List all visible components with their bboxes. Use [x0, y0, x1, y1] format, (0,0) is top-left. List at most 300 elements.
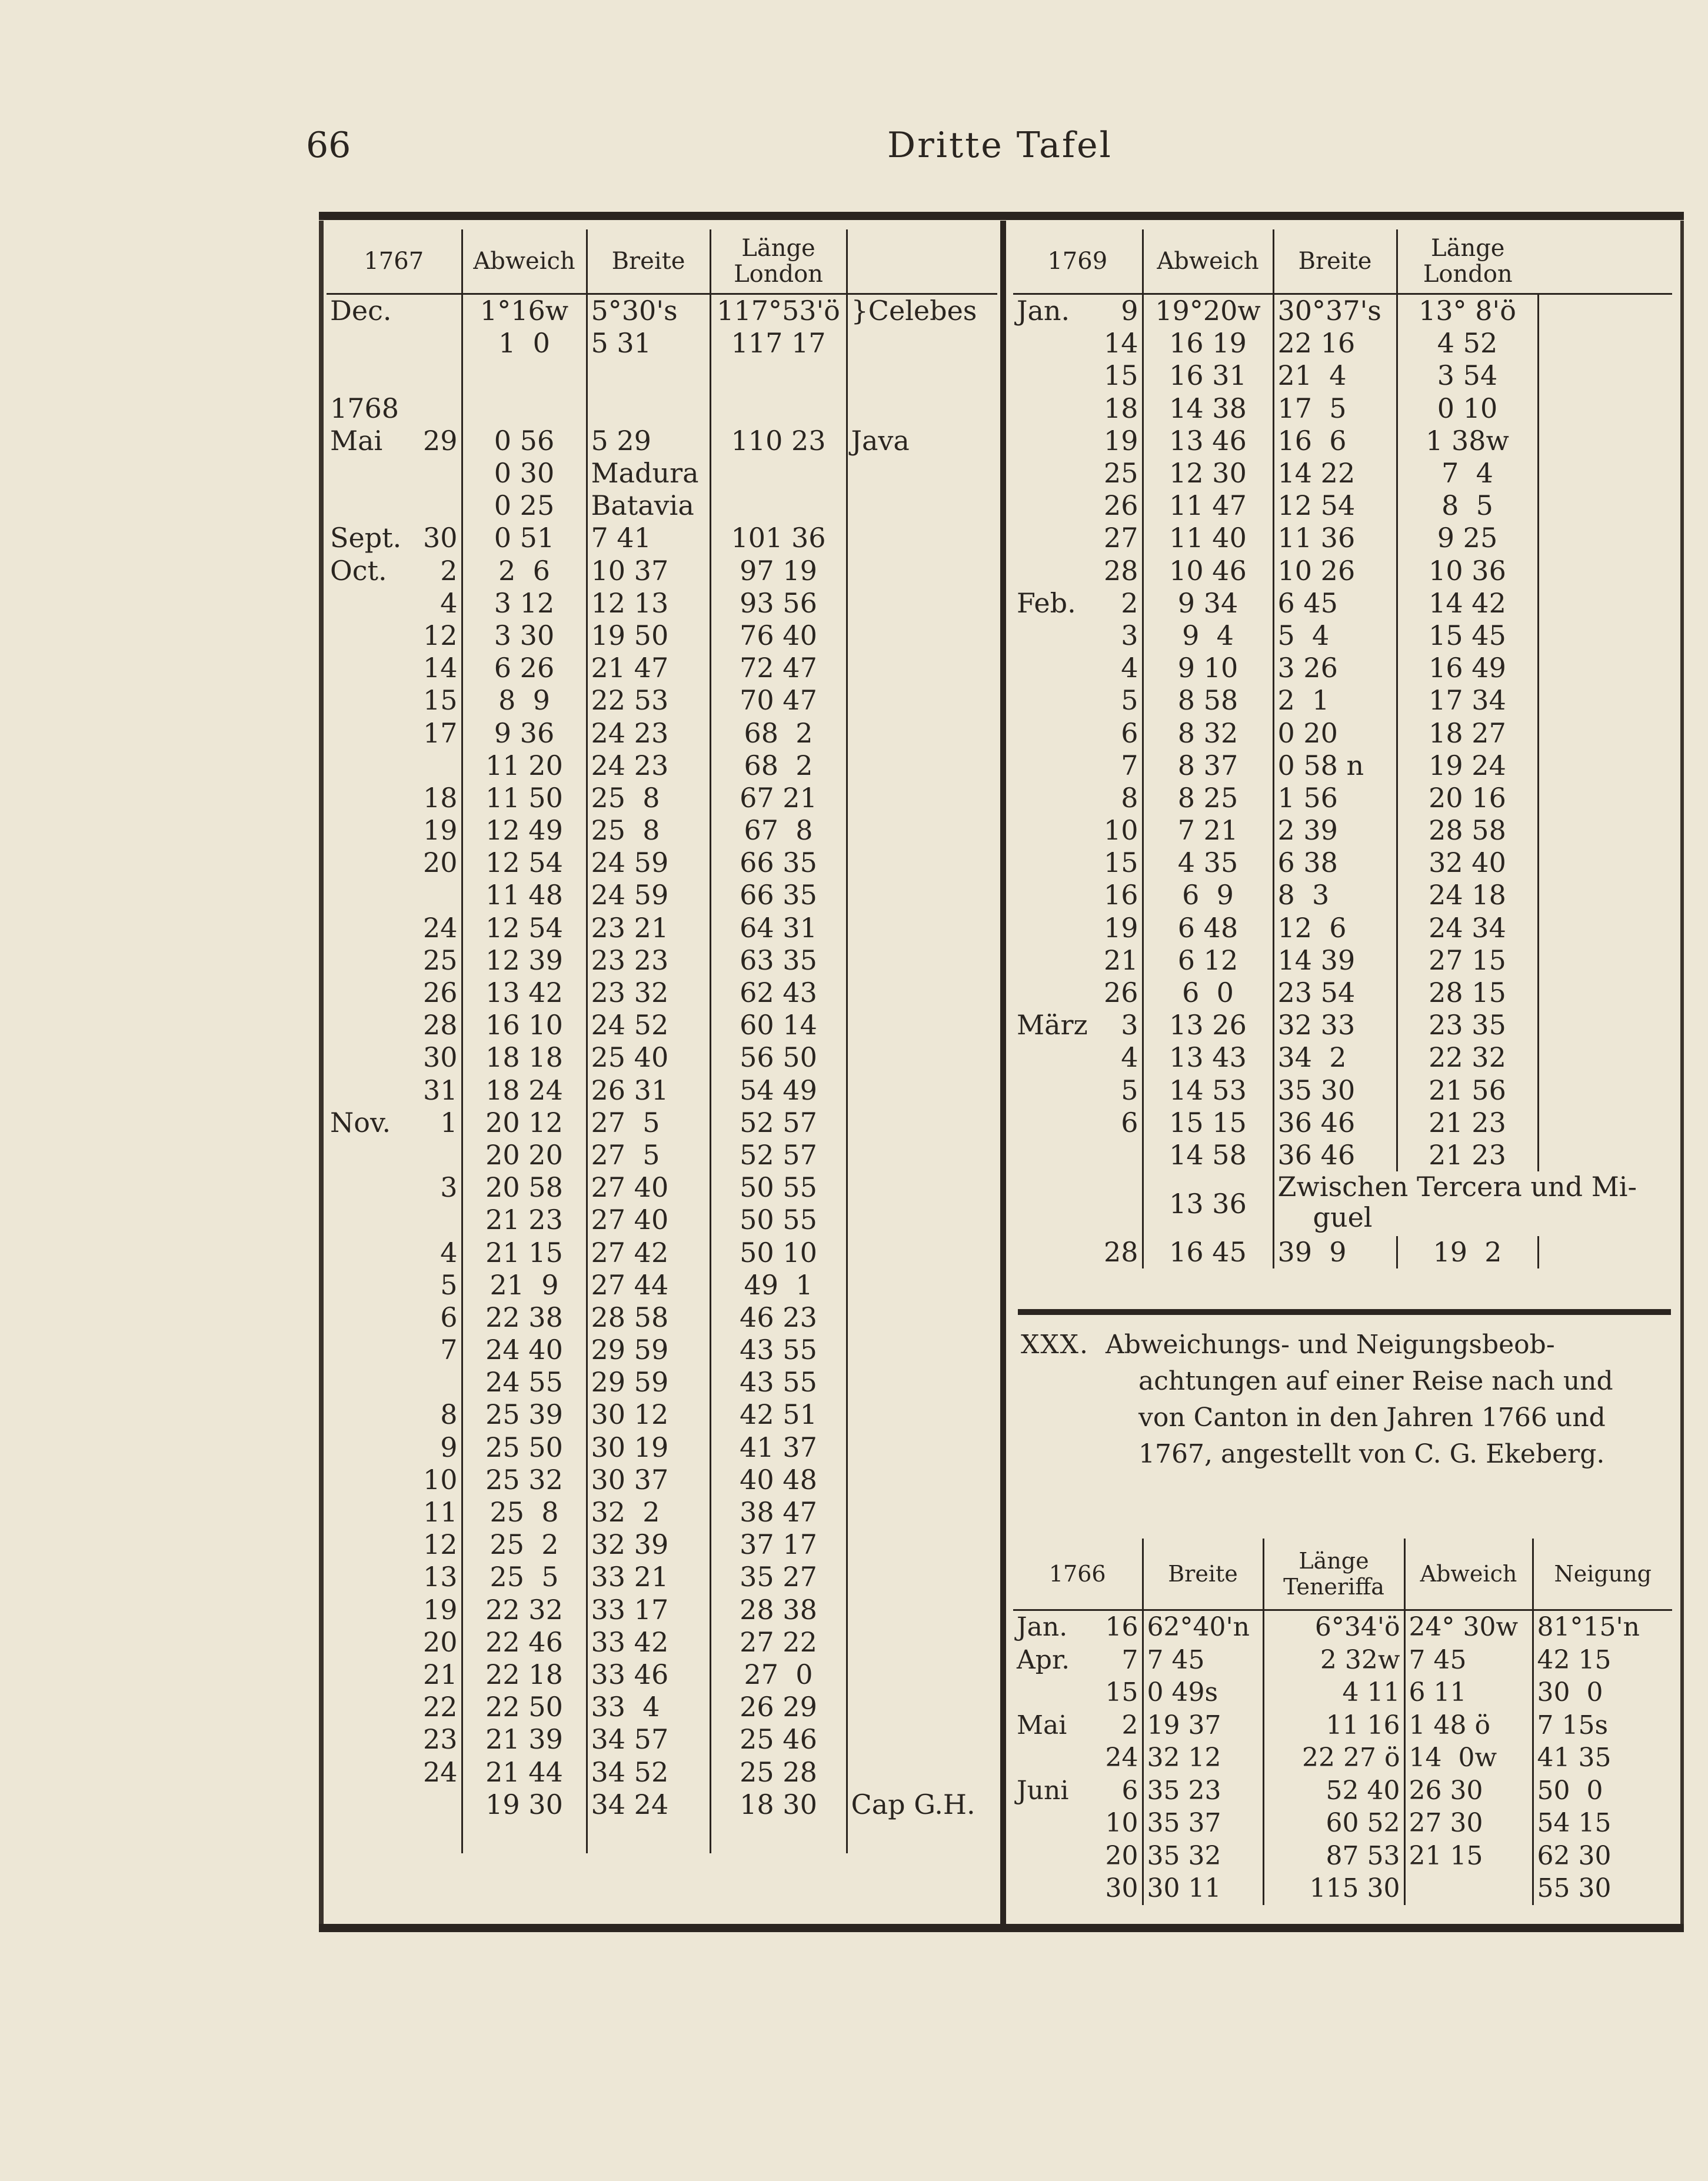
row-abweich: 22 18: [462, 1659, 587, 1691]
row-breite: 35 23: [1143, 1774, 1263, 1807]
row-day: 26: [1103, 977, 1138, 1009]
row-laenge: 21 56: [1397, 1074, 1538, 1107]
table-row: [1013, 1742, 1672, 1774]
row-day: [415, 457, 462, 490]
row-laenge: 70 47: [710, 684, 847, 717]
row-day: [415, 359, 462, 392]
row-abweich: 1°16w: [462, 294, 587, 328]
row-breite: 32 2: [587, 1496, 710, 1529]
row-laenge: 15 45: [1397, 620, 1538, 652]
page-number: 66: [306, 125, 351, 166]
row-month: [327, 1723, 415, 1756]
row-day: 12: [422, 1529, 458, 1561]
row-laenge: 52 40: [1263, 1774, 1404, 1807]
row-month: [1013, 912, 1096, 944]
row-abweich: 15 15: [1143, 1107, 1273, 1139]
row-note: [847, 1398, 997, 1431]
row-breite: 6 45: [1273, 587, 1397, 620]
row-abweich: 20 58: [462, 1171, 587, 1204]
row-neigung: 50 0: [1533, 1774, 1672, 1807]
section-xxx-line-2: achtungen auf einer Reise nach und: [1138, 1366, 1613, 1396]
row-abweich: [462, 1821, 587, 1853]
row-month: [1013, 490, 1096, 522]
table-row: [1013, 1074, 1672, 1107]
row-note: [847, 1041, 997, 1074]
row-laenge: 43 55: [710, 1334, 847, 1366]
row-month: [327, 1366, 415, 1398]
row-abweich: 1 0: [462, 327, 587, 359]
row-month: [327, 1431, 415, 1464]
row-laenge: 3 54: [1397, 359, 1538, 392]
row-abweich: 14 53: [1143, 1074, 1273, 1107]
table-row: [327, 1236, 997, 1268]
row-month: Mai: [330, 424, 383, 457]
row-month: [327, 1691, 415, 1723]
row-breite: 34 52: [587, 1756, 710, 1788]
row-day: 1: [440, 1106, 458, 1138]
row-month: [327, 1269, 415, 1301]
row-day: 22: [422, 1691, 458, 1723]
table-row: [327, 327, 997, 359]
row-month: [327, 1139, 415, 1171]
row-day: [415, 294, 462, 328]
row-month: [327, 1204, 415, 1236]
center-divider: [1000, 221, 1006, 1924]
row-breite: 23 21: [587, 912, 710, 944]
row-note: [847, 1139, 997, 1171]
row-abweich: 6 48: [1143, 912, 1273, 944]
table-row: [327, 1301, 997, 1334]
table-row: [327, 392, 997, 425]
row-breite: 8 3: [1273, 879, 1397, 911]
row-month: [327, 814, 415, 847]
row-note: [847, 977, 997, 1009]
row-day: 17: [422, 717, 458, 749]
row-abweich: 16 10: [462, 1009, 587, 1041]
row-month: Apr.: [1017, 1644, 1070, 1675]
row-abweich: 8 58: [1143, 684, 1273, 717]
row-day: 16: [1105, 1612, 1138, 1643]
row-breite: [587, 359, 710, 392]
row-breite: [587, 392, 710, 425]
row-laenge: 14 42: [1397, 587, 1538, 620]
row-day: 8: [440, 1398, 458, 1431]
row-note: [847, 1301, 997, 1334]
xxx-col-year: 1766: [1013, 1539, 1143, 1610]
table-row: [1013, 847, 1672, 879]
row-laenge: 18 30: [710, 1789, 847, 1821]
row-breite: [587, 1821, 710, 1853]
row-day: 15: [1105, 1677, 1138, 1708]
row-abweich: 16 31: [1143, 359, 1273, 392]
row-laenge: 22 27 ö: [1263, 1742, 1404, 1774]
row-day: 23: [422, 1723, 458, 1756]
row-note: [847, 1171, 997, 1204]
row-laenge: 27 15: [1397, 944, 1538, 977]
row-month: [327, 587, 415, 620]
xxx-col-abweich: Abweich: [1404, 1539, 1533, 1610]
table-row: [1013, 944, 1672, 977]
row-abweich: 0 25: [462, 490, 587, 522]
row-month: [1013, 555, 1096, 587]
row-day: 6: [440, 1301, 458, 1333]
row-day: [415, 1366, 462, 1398]
row-note: [847, 1723, 997, 1756]
row-abweich: 21 44: [462, 1756, 587, 1788]
row-neigung: 55 30: [1533, 1872, 1672, 1905]
row-abweich: 19 30: [462, 1789, 587, 1821]
right-col-year: 1769: [1013, 229, 1143, 294]
row-month: [1013, 750, 1096, 782]
row-abweich: 3 30: [462, 620, 587, 652]
row-note: [847, 1659, 997, 1691]
row-breite: 7 45: [1143, 1644, 1263, 1677]
row-month: [327, 1041, 415, 1074]
row-month: Feb.: [1017, 587, 1076, 619]
row-day: 25: [422, 944, 458, 976]
row-abweich: 0 56: [462, 425, 587, 457]
row-month: [327, 1464, 415, 1496]
row-laenge: [710, 490, 847, 522]
row-laenge: 41 37: [710, 1431, 847, 1464]
row-abweich: 11 50: [462, 782, 587, 814]
row-month: [1013, 814, 1096, 847]
row-abweich: 14 58: [1143, 1139, 1273, 1171]
table-row: [1013, 1009, 1672, 1041]
table-row: [327, 684, 997, 717]
row-breite: 3 26: [1273, 652, 1397, 684]
row-month: Dec.: [330, 295, 392, 327]
row-laenge: 6°34'ö: [1263, 1610, 1404, 1644]
row-day: 29: [422, 424, 458, 457]
table-row: [327, 944, 997, 977]
row-day: [1096, 1171, 1143, 1236]
row-laenge: 22 32: [1397, 1041, 1538, 1074]
table-row: [327, 814, 997, 847]
row-abweich: 21 15: [1404, 1840, 1533, 1873]
row-abweich: 22 38: [462, 1301, 587, 1334]
row-day: [415, 1789, 462, 1821]
row-laenge: 49 1: [710, 1269, 847, 1301]
row-day: 14: [1103, 327, 1138, 359]
row-day: 7: [1121, 749, 1138, 781]
table-row: [1013, 1236, 1672, 1268]
row-note: [847, 879, 997, 911]
row-spacer: [1538, 912, 1672, 944]
row-month: [327, 1821, 415, 1853]
table-row: [1013, 1644, 1672, 1677]
row-abweich: 4 35: [1143, 847, 1273, 879]
table-row: [327, 750, 997, 782]
row-month: [1013, 1872, 1096, 1905]
row-note: [847, 652, 997, 684]
row-abweich: 25 2: [462, 1529, 587, 1561]
table-row: [327, 1204, 997, 1236]
row-laenge: 25 46: [710, 1723, 847, 1756]
row-month: [1013, 944, 1096, 977]
row-breite: 34 57: [587, 1723, 710, 1756]
row-abweich: 16 19: [1143, 327, 1273, 359]
table-row: [1013, 587, 1672, 620]
row-day: 18: [1103, 392, 1138, 424]
table-row: [327, 1431, 997, 1464]
table-row: [327, 1529, 997, 1561]
table-row: [327, 652, 997, 684]
row-spacer: [1538, 717, 1672, 749]
row-laenge: [710, 359, 847, 392]
row-note: [847, 1561, 997, 1593]
row-breite: 62°40'n: [1143, 1610, 1263, 1644]
running-title: Dritte Tafel: [887, 125, 1113, 166]
row-laenge: 50 55: [710, 1204, 847, 1236]
row-laenge: 38 47: [710, 1496, 847, 1529]
row-laenge: [710, 392, 847, 425]
row-abweich: 24 55: [462, 1366, 587, 1398]
table-row: [327, 1659, 997, 1691]
row-day: 30: [1105, 1873, 1138, 1904]
row-note: Java: [847, 425, 997, 457]
row-note: [847, 1107, 997, 1139]
row-breite: 0 20: [1273, 717, 1397, 749]
row-laenge: [710, 1821, 847, 1853]
row-breite: 12 54: [1273, 490, 1397, 522]
row-spacer: [1538, 1074, 1672, 1107]
row-month: [327, 879, 415, 911]
left-col-abweich: Abweich: [462, 229, 587, 294]
table-row: [1013, 1139, 1672, 1171]
row-spacer: [1538, 782, 1672, 814]
row-breite: 24 59: [587, 847, 710, 879]
row-laenge: 37 17: [710, 1529, 847, 1561]
table-row: [327, 1139, 997, 1171]
row-day: 26: [422, 977, 458, 1009]
row-day: 9: [1121, 295, 1138, 327]
row-spacer: [1538, 490, 1672, 522]
table-row: [1013, 717, 1672, 749]
row-breite: 33 46: [587, 1659, 710, 1691]
row-laenge: 35 27: [710, 1561, 847, 1593]
row-month: Juni: [1017, 1775, 1069, 1806]
row-day: 14: [422, 652, 458, 684]
row-breite: 22 53: [587, 684, 710, 717]
row-month: [1013, 652, 1096, 684]
row-note: [847, 1269, 997, 1301]
table-row: [327, 1723, 997, 1756]
table-row: [327, 1561, 997, 1593]
row-day: 4: [440, 1236, 458, 1268]
row-abweich: 9 10: [1143, 652, 1273, 684]
row-laenge: 19 24: [1397, 750, 1538, 782]
row-note: [847, 1626, 997, 1659]
table-row: [1013, 425, 1672, 457]
row-breite: 29 59: [587, 1366, 710, 1398]
row-abweich: 21 15: [462, 1236, 587, 1268]
row-laenge: 11 16: [1263, 1709, 1404, 1742]
row-laenge: 10 36: [1397, 555, 1538, 587]
row-neigung: 41 35: [1533, 1742, 1672, 1774]
row-day: 3: [1121, 1009, 1138, 1041]
row-spacer: [1538, 750, 1672, 782]
row-breite: 34 2: [1273, 1041, 1397, 1074]
row-note: [847, 1431, 997, 1464]
row-laenge: 68 2: [710, 717, 847, 749]
row-month: [327, 1301, 415, 1334]
row-breite: 11 36: [1273, 522, 1397, 554]
row-spacer: [1538, 1236, 1672, 1268]
row-laenge: 28 15: [1397, 977, 1538, 1009]
row-month: [1013, 1139, 1096, 1171]
row-abweich: 9 4: [1143, 620, 1273, 652]
row-abweich: 22 46: [462, 1626, 587, 1659]
row-breite: 17 5: [1273, 392, 1397, 425]
row-month: [327, 750, 415, 782]
row-breite: 12 6: [1273, 912, 1397, 944]
row-month: [327, 1074, 415, 1107]
row-month: [327, 652, 415, 684]
row-abweich: 26 30: [1404, 1774, 1533, 1807]
row-laenge: 64 31: [710, 912, 847, 944]
row-day: 20: [1105, 1840, 1138, 1871]
row-breite: 5 31: [587, 327, 710, 359]
table-row: [1013, 359, 1672, 392]
row-breite: 28 58: [587, 1301, 710, 1334]
section-divider: [1018, 1309, 1671, 1315]
row-breite: 23 54: [1273, 977, 1397, 1009]
row-abweich: 11 47: [1143, 490, 1273, 522]
row-laenge: 32 40: [1397, 847, 1538, 879]
row-spacer: [1538, 847, 1672, 879]
table-row: [327, 1594, 997, 1626]
left-col-breite: Breite: [587, 229, 710, 294]
table-row: [1013, 684, 1672, 717]
row-month: [327, 1626, 415, 1659]
row-abweich: 20 20: [462, 1139, 587, 1171]
row-abweich: 11 40: [1143, 522, 1273, 554]
row-laenge: 27 0: [710, 1659, 847, 1691]
row-month: [1013, 717, 1096, 749]
row-day: 5: [1121, 684, 1138, 717]
table-row-note: [1013, 1171, 1672, 1236]
table-row: [1013, 1840, 1672, 1873]
row-day: 7: [1121, 1644, 1138, 1675]
row-note: [847, 555, 997, 587]
row-day: 3: [440, 1171, 458, 1204]
row-day: [415, 392, 462, 425]
row-month: Sept.: [330, 522, 402, 554]
row-note: [847, 1756, 997, 1788]
row-breite: 10 26: [1273, 555, 1397, 587]
row-laenge: 21 23: [1397, 1107, 1538, 1139]
row-laenge: 52 57: [710, 1139, 847, 1171]
row-day: 3: [1121, 619, 1138, 651]
row-day: 10: [1103, 814, 1138, 847]
row-abweich: 19°20w: [1143, 294, 1273, 328]
row-breite: 36 46: [1273, 1107, 1397, 1139]
row-abweich: 1 48 ö: [1404, 1709, 1533, 1742]
table-row: [327, 1398, 997, 1431]
row-laenge: 76 40: [710, 620, 847, 652]
row-note: [847, 1009, 997, 1041]
row-note: [847, 1691, 997, 1723]
row-spacer: [1538, 555, 1672, 587]
row-day: 8: [1121, 781, 1138, 814]
row-breite: 32 12: [1143, 1742, 1263, 1774]
row-breite: 6 38: [1273, 847, 1397, 879]
row-abweich: [462, 359, 587, 392]
table-row: [327, 457, 997, 490]
row-note: [847, 944, 997, 977]
row-day: 7: [440, 1334, 458, 1366]
row-day: 4: [1121, 1041, 1138, 1074]
row-breite: 24 23: [587, 717, 710, 749]
row-breite: 33 42: [587, 1626, 710, 1659]
row-abweich: 12 54: [462, 847, 587, 879]
row-day: [1096, 1139, 1143, 1171]
row-month: Oct.: [330, 554, 387, 587]
table-row: [327, 977, 997, 1009]
row-abweich: 7 45: [1404, 1644, 1533, 1677]
table-row: [327, 717, 997, 749]
row-abweich: 13 43: [1143, 1041, 1273, 1074]
row-laenge: 97 19: [710, 555, 847, 587]
row-abweich: 13 36: [1143, 1171, 1273, 1236]
row-abweich: 11 20: [462, 750, 587, 782]
row-month: [327, 620, 415, 652]
table-row: [327, 425, 997, 457]
row-abweich: 22 50: [462, 1691, 587, 1723]
row-abweich: 13 26: [1143, 1009, 1273, 1041]
row-laenge: [710, 457, 847, 490]
row-laenge: 25 28: [710, 1756, 847, 1788]
row-abweich: 27 30: [1404, 1807, 1533, 1840]
table-row: [327, 1074, 997, 1107]
row-spacer: [1538, 1041, 1672, 1074]
row-note: [847, 684, 997, 717]
row-abweich: 25 32: [462, 1464, 587, 1496]
row-day: 31: [422, 1074, 458, 1106]
row-breite: 19 50: [587, 620, 710, 652]
row-abweich: 6 26: [462, 652, 587, 684]
row-note: [847, 750, 997, 782]
row-breite: 27 40: [587, 1171, 710, 1204]
right-col-abweich: Abweich: [1143, 229, 1273, 294]
row-note: [847, 587, 997, 620]
row-day: 26: [1103, 490, 1138, 522]
row-breite: 32 33: [1273, 1009, 1397, 1041]
row-note: [847, 1074, 997, 1107]
row-laenge: 42 51: [710, 1398, 847, 1431]
row-spacer: [1538, 359, 1672, 392]
right-table-header: [1013, 229, 1672, 294]
row-laenge: 52 57: [710, 1107, 847, 1139]
section-xxx-label: XXX.: [1021, 1330, 1089, 1360]
table-row: [327, 1041, 997, 1074]
row-spacer: [1538, 522, 1672, 554]
table-row: [1013, 294, 1672, 328]
row-month: [327, 912, 415, 944]
row-note: [847, 620, 997, 652]
row-spacer: [1538, 977, 1672, 1009]
table-row: [327, 1626, 997, 1659]
row-day: 21: [1103, 944, 1138, 976]
row-abweich: 22 32: [462, 1594, 587, 1626]
row-day: 2: [440, 554, 458, 587]
row-breite: 25 8: [587, 814, 710, 847]
table-row: [1013, 814, 1672, 847]
row-breite: 1 56: [1273, 782, 1397, 814]
row-note: [847, 1334, 997, 1366]
row-breite: 30 19: [587, 1431, 710, 1464]
